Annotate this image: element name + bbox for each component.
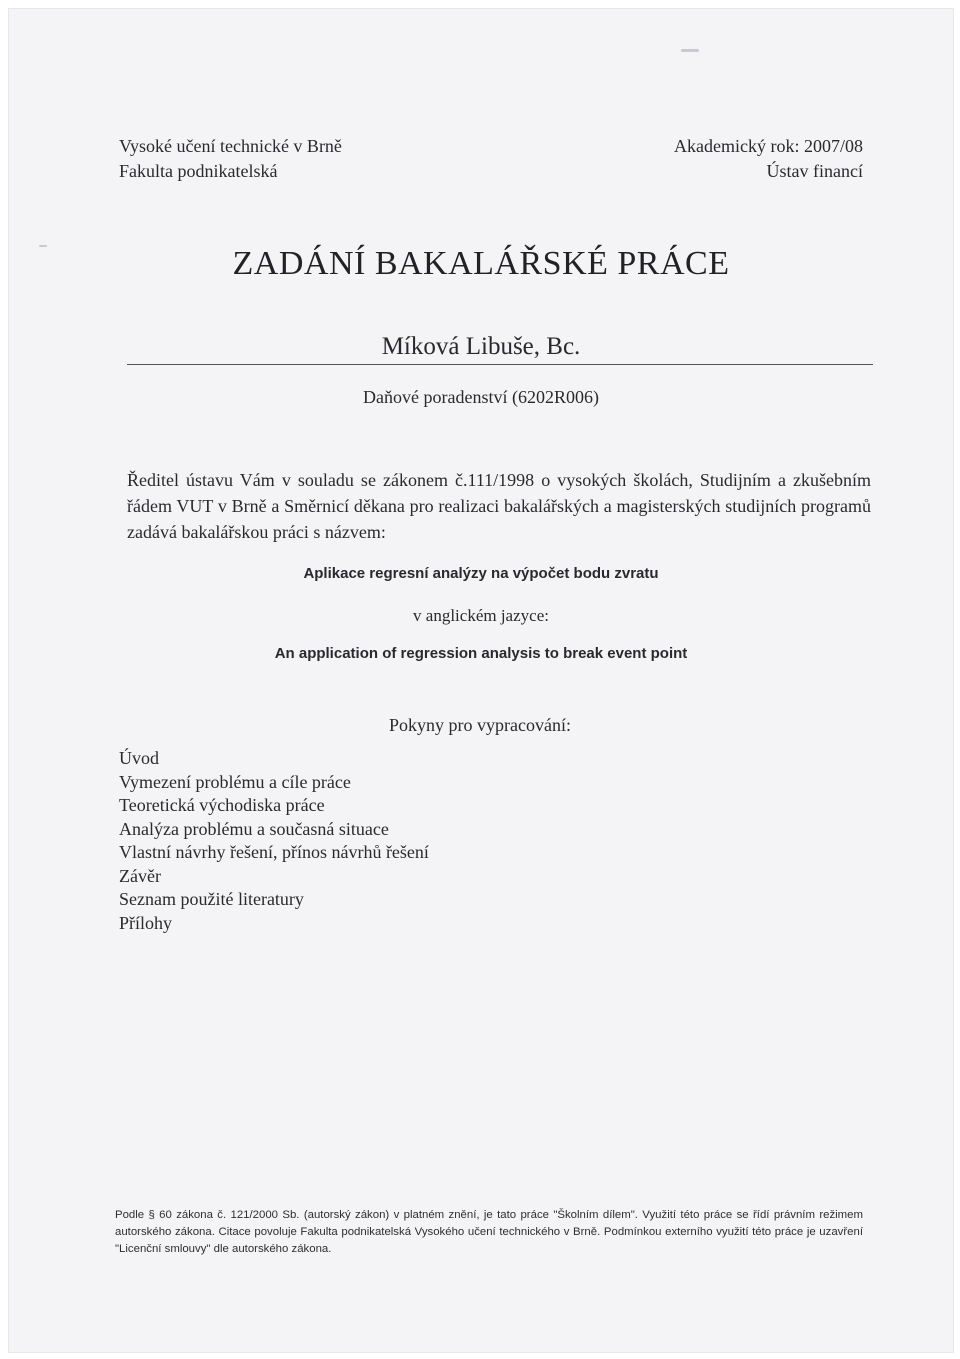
copyright-notice: Podle § 60 zákona č. 121/2000 Sb. (autorský zákon) v platném znění, je tato práce "Školním dílem". Využití této práce se řídí právním režimem autorského zákona. Citace povoluje Fakulta podnikatelská Vysokého učení technického v Brně. Podmínkou externího využití této práce je uzavření "Licenční smlouvy" dle autorského zákona. <box>115 1209 863 1255</box>
header-left <box>119 134 342 184</box>
instructions-heading: Pokyny pro vypracování: <box>389 715 571 735</box>
document-page <box>8 8 954 1353</box>
outline-item: Seznam použité literatury <box>119 889 304 909</box>
thesis-outline <box>119 747 429 935</box>
header-right <box>674 134 863 184</box>
intro-paragraph: Ředitel ústavu Vám v souladu se zákonem č.111/1998 o vysokých školách, Studijním a zkušebním řádem VUT v Brně a Směrnicí děkana pro realizaci bakalářských a magisterských studijních programů zadává bakalářskou práci s názvem: <box>127 470 871 542</box>
student-name: Míková Libuše, Bc. <box>381 333 581 360</box>
document-title: ZADÁNÍ BAKALÁŘSKÉ PRÁCE <box>232 245 730 282</box>
outline-item: Úvod <box>119 748 159 768</box>
outline-item: Analýza problému a současná situace <box>119 818 389 839</box>
university-name: Vysoké učení technické v Brně <box>119 136 342 156</box>
english-title-label: v anglickém jazyce: <box>413 606 549 625</box>
faculty-name: Fakulta podnikatelská <box>119 161 278 181</box>
outline-item: Vlastní návrhy řešení, přínos návrhů řešení <box>119 842 429 862</box>
institute-name: Ústav financí <box>766 161 863 181</box>
outline-item: Teoretická východiska práce <box>119 795 325 815</box>
thesis-title-english: An application of regression analysis to break event point <box>274 645 688 662</box>
thesis-title-czech: Aplikace regresní analýzy na výpočet bodu zvratu <box>303 565 659 582</box>
name-divider <box>127 364 873 365</box>
outline-item: Vymezení problému a cíle práce <box>119 771 351 792</box>
outline-item: Přílohy <box>119 912 173 933</box>
academic-year: Akademický rok: 2007/08 <box>674 136 863 156</box>
scan-speck <box>681 49 699 52</box>
outline-item: Závěr <box>119 865 161 886</box>
study-program: Daňové poradenství (6202R006) <box>363 387 599 407</box>
